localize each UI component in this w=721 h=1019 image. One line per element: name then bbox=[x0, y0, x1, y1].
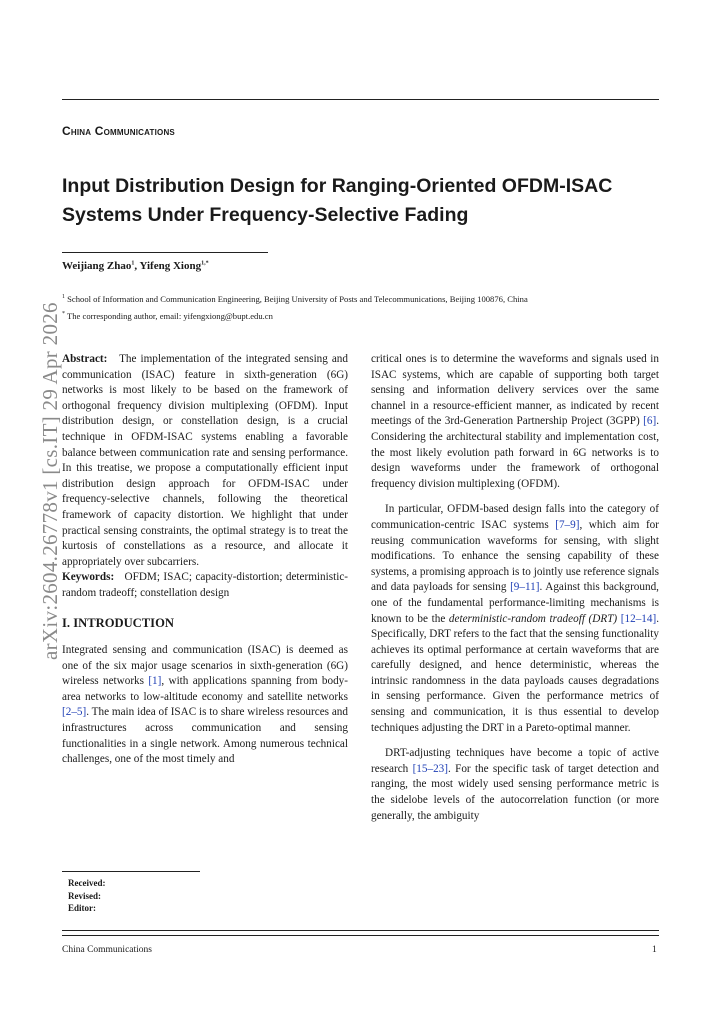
paragraph-text: In particular, OFDM-based design falls into the category of communication-centric ISAC systems bbox=[371, 503, 659, 531]
author-1: Weijiang Zhao bbox=[62, 260, 132, 272]
intro-paragraph-2 bbox=[371, 502, 659, 736]
arxiv-stamp: arXiv:2604.26778v1 [cs.IT] 29 Apr 2026 bbox=[38, 302, 62, 660]
intro-paragraph-3 bbox=[371, 746, 659, 824]
paragraph-text: . Considering the architectural stability and implementation cost, the most likely evolution path forward in 6G networks is to design waveforms under the framework of orthogonal frequency division multiplexing (OFDM). bbox=[371, 415, 659, 490]
corresponding-author: * The corresponding author, email: yifengxiong@bupt.edu.cn bbox=[62, 310, 273, 321]
left-column bbox=[62, 352, 348, 768]
author-rule bbox=[62, 252, 268, 253]
paragraph-text: . Specifically, DRT refers to the fact that the sensing functionality achieves its optimal performance at certain waveforms that are carefully designed, and hence deterministic, whereas the intrinsic randomness in the data payloads causes degradations in sensing performance. Given the performance metrics of sensing and communication, it is thus essential to develop techniques adjusting the DRT in a Pareto-optimal manner. bbox=[371, 612, 660, 734]
paragraph-text: . Against this background, one of the fundamental performance-limiting mechanisms is known to be the bbox=[371, 581, 659, 625]
page-number: 1 bbox=[652, 945, 657, 955]
editor-label: Editor: bbox=[68, 903, 96, 913]
footer-rule-bottom bbox=[62, 935, 659, 936]
abstract-label: Abstract: bbox=[62, 353, 108, 365]
paragraph-text: critical ones is to determine the waveforms and signals used in ISAC systems, which are capable of supporting both target sensing and information delivery services over the same channel in a resource-efficient manner, as indicated by recent meetings of the 3rd-Generation Partnership Project (3GPP) bbox=[371, 353, 659, 428]
received-label: Received: bbox=[68, 878, 106, 888]
footer-rule-top bbox=[62, 930, 659, 931]
citation-link[interactable]: [15–23] bbox=[412, 762, 448, 775]
keywords-label: Keywords: bbox=[62, 571, 115, 584]
keywords bbox=[62, 570, 348, 601]
revised-label: Revised: bbox=[68, 890, 101, 901]
citation-link[interactable]: [7–9] bbox=[555, 518, 580, 531]
right-column bbox=[371, 352, 659, 824]
received-block bbox=[68, 877, 105, 915]
paragraph-text: DRT-adjusting techniques have become a topic of active research bbox=[371, 747, 659, 775]
author-list: Weijiang Zhao$^1$, Yifeng Xiong$^{1,*}$ bbox=[62, 260, 209, 272]
received-rule bbox=[62, 871, 200, 872]
footer-journal: China Communications bbox=[62, 945, 152, 955]
abstract bbox=[62, 352, 348, 570]
citation-link[interactable]: [1] bbox=[148, 675, 162, 688]
journal-name: China Communications bbox=[62, 124, 175, 138]
emphasis-term: deterministic-random tradeoff (DRT) bbox=[448, 612, 618, 625]
author-2-affil: 1,* bbox=[201, 260, 209, 267]
citation-link[interactable]: [2–5] bbox=[62, 706, 87, 719]
paper-title: Input Distribution Design for Ranging-Oriented OFDM-ISAC Systems Under Frequency-Selective Fading bbox=[62, 175, 613, 226]
citation-link[interactable]: [6] bbox=[643, 415, 657, 428]
header-rule bbox=[62, 99, 659, 100]
keywords-text: OFDM; ISAC; capacity-distortion; deterministic-random tradeoff; constellation design bbox=[62, 571, 349, 599]
intro-paragraph-1: Integrated sensing and communication (ISAC) is deemed as one of the six major usage scenarios in sixth-generation (6G) wireless networks [1], with applications spanning from body-area networks to low-altitude economy and satellite networks [2–5]. The main idea of ISAC is to share wireless resources and infrastructures across communication and sensing functionalities in a single network. Among numerous technical challenges, one of the most timely and bbox=[62, 644, 348, 766]
paragraph-text: . For the specific task of target detection and ranging, the most widely used sensing performance metric is the sidelobe levels of the autocorrelation function (or more generally, the ambiguity bbox=[371, 762, 659, 822]
paragraph-text: , which aim for reusing communication waveforms for sensing, with slight modifications. To enhance the sensing capability of these systems, a promising approach is to jointly use reference signals and data payloads for sensing bbox=[371, 518, 659, 594]
intro-paragraph-1-cont bbox=[371, 352, 659, 492]
author-1-affil: 1 bbox=[131, 260, 135, 267]
abstract-text: The implementation of the integrated sensing and communication (ISAC) feature in sixth-generation (6G) networks is most likely to be based on the framework of orthogonal frequency division multiplexing (OFDM). Input distribution design, or constellation design, is a crucial technique in OFDM-ISAC systems enabling a favorable balance between communication rate and sensing performance. In this treatise, we propose a computationally efficient input distribution design approach for OFDM-ISAC under frequency-selective channels, following the theoretical framework of capacity distortion. We highlight that under practical sensing constraints, the optimal strategy is to treat the kurtosis of constellations as a resource, and allocate it appropriately over subcarriers. bbox=[62, 353, 348, 568]
affiliations bbox=[62, 290, 682, 324]
affiliation-1: $^1$ School of Information and Communication Engineering, Beijing University of Posts and Telecommunications, Beijing 100876, China bbox=[62, 293, 528, 304]
citation-link[interactable]: [9–11] bbox=[510, 581, 540, 594]
section-heading: I. INTRODUCTION bbox=[62, 615, 174, 630]
author-2: Yifeng Xiong bbox=[139, 260, 202, 272]
citation-link[interactable]: [12–14] bbox=[620, 612, 657, 625]
